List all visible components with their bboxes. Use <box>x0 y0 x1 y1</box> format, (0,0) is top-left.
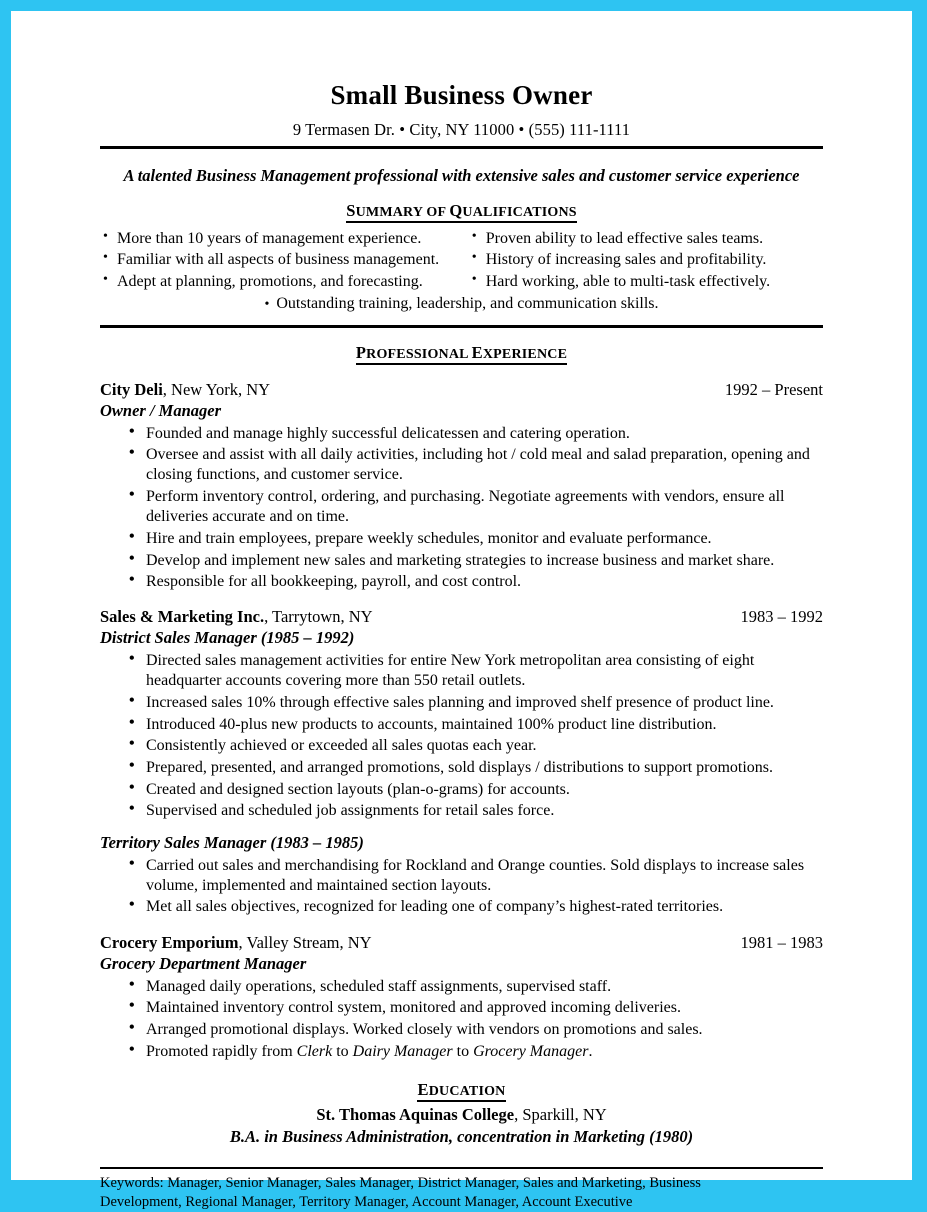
job-header <box>100 380 823 400</box>
education-title-text <box>417 1080 505 1102</box>
experience-title-initial2: E <box>471 342 483 362</box>
job-bullet: • Develop and implement new sales and marketing strategies to increase business and market share. <box>100 551 823 571</box>
job-entry <box>100 607 823 917</box>
job-entry <box>100 933 823 1062</box>
job-bullet: • Carried out sales and merchandising for Rockland and Orange counties. Sold displays to increase sales volume, implemented and maintained section layouts. <box>100 856 823 896</box>
job-entry <box>100 380 823 593</box>
education-title-rest: DUCATION <box>428 1083 506 1099</box>
summary-columns <box>100 229 823 293</box>
section-title-summary <box>100 201 823 223</box>
job-bullet: • Created and designed section layouts (plan-o-grams) for accounts. <box>100 780 823 800</box>
job-bullet: • Introduced 40-plus new products to accounts, maintained 100% product line distribution. <box>100 715 823 735</box>
education-section <box>100 1080 823 1147</box>
resume-content <box>100 11 823 1212</box>
promoted-mid-1: to <box>332 1042 353 1060</box>
job-bullet-list <box>100 651 823 821</box>
job-role: Owner / Manager <box>100 400 222 420</box>
job-bullet: • Supervised and scheduled job assignments for retail sales force. <box>100 801 823 821</box>
header-divider <box>100 146 823 149</box>
promoted-prefix: Promoted rapidly from <box>146 1042 297 1060</box>
job-bullet: • Met all sales objectives, recognized for leading one of company’s highest-rated territories. <box>100 897 823 917</box>
job-bullet: • Responsible for all bookkeeping, payroll, and cost control. <box>100 572 823 592</box>
job-bullet: • Consistently achieved or exceeded all sales quotas each year. <box>100 736 823 756</box>
promoted-role-2: Dairy Manager <box>352 1042 453 1060</box>
section-title-experience <box>100 343 823 365</box>
job-dates: 1992 – Present <box>724 379 823 399</box>
summary-item: • More than 10 years of management experience. <box>100 229 454 249</box>
summary-title-rest2: UALIFICATIONS <box>462 204 577 220</box>
summary-item: • Proven ability to lead effective sales teams. <box>469 229 823 249</box>
job-bullet: • Perform inventory control, ordering, and purchasing. Negotiate agreements with vendors, ensure all deliveries accurate and on time. <box>100 487 823 527</box>
summary-item: • Adept at planning, promotions, and forecasting. <box>100 272 454 292</box>
experience-title-initial1: P <box>355 342 367 362</box>
summary-divider <box>100 325 823 328</box>
job-company-line <box>100 607 373 627</box>
keywords-text: Keywords: Manager, Senior Manager, Sales Manager, District Manager, Sales and Marketing, Business Development, Regional Manager, Territory Manager, Account Manager, Account Executive <box>100 1174 701 1210</box>
job-bullet-promoted <box>100 1042 823 1062</box>
promoted-role-3: Grocery Manager <box>473 1042 589 1060</box>
job-company-location: , Valley Stream, NY <box>238 932 372 952</box>
job-bullet: • Prepared, presented, and arranged promotions, sold displays / distributions to support promotions. <box>100 758 823 778</box>
summary-title-text <box>346 201 577 223</box>
promoted-role-1: Clerk <box>296 1042 333 1060</box>
promoted-suffix: . <box>588 1042 593 1060</box>
job-subrole: Territory Sales Manager (1983 – 1985) <box>100 832 364 852</box>
summary-item-center: • Outstanding training, leadership, and communication skills. <box>100 294 823 314</box>
education-degree: B.A. in Business Administration, concentration in Marketing (1980) <box>229 1126 694 1146</box>
job-company-location: , New York, NY <box>162 379 271 399</box>
job-company-name: Sales & Marketing Inc. <box>100 607 265 627</box>
promoted-mid-2: to <box>452 1042 474 1060</box>
job-company-location: , Tarrytown, NY <box>264 607 373 627</box>
education-school-location: , Sparkill, NY <box>514 1104 607 1124</box>
keywords-section <box>100 1167 823 1212</box>
education-title-initial: E <box>417 1079 429 1099</box>
job-company-line <box>100 380 270 400</box>
summary-title-initials: S <box>346 200 356 220</box>
experience-title-text <box>356 343 567 365</box>
summary-column-right <box>469 229 823 293</box>
summary-title-rest1: UMMARY OF <box>355 204 450 220</box>
summary-item: • Familiar with all aspects of business management. <box>100 250 454 270</box>
experience-title-rest1: ROFESSIONAL <box>366 346 472 362</box>
job-company-line <box>100 933 372 953</box>
job-company-name: Crocery Emporium <box>100 932 239 952</box>
job-bullet: • Managed daily operations, scheduled staff assignments, supervised staff. <box>100 977 823 997</box>
job-bullet: • Founded and manage highly successful delicatessen and catering operation. <box>100 424 823 444</box>
professional-tagline: A talented Business Management professional with extensive sales and customer service experience <box>123 165 800 185</box>
education-school-name: St. Thomas Aquinas College <box>316 1104 515 1124</box>
job-header <box>100 933 823 953</box>
contact-line: 9 Termasen Dr. • City, NY 11000 • (555) 111-1111 <box>292 119 631 139</box>
job-bullet-list <box>100 977 823 1062</box>
job-role: District Sales Manager (1985 – 1992) <box>100 628 355 648</box>
job-bullet: • Increased sales 10% through effective sales planning and improved shelf presence of product line. <box>100 693 823 713</box>
job-bullet: • Maintained inventory control system, monitored and approved incoming deliveries. <box>100 998 823 1018</box>
education-school-line <box>100 1105 823 1125</box>
keywords-divider <box>100 1167 823 1169</box>
summary-item: • History of increasing sales and profitability. <box>469 250 823 270</box>
job-bullet: • Oversee and assist with all daily activities, including hot / cold meal and salad preparation, opening and closing functions, and customer service. <box>100 445 823 485</box>
job-bullet: • Hire and train employees, prepare weekly schedules, monitor and evaluate performance. <box>100 529 823 549</box>
job-dates: 1983 – 1992 <box>740 607 823 627</box>
job-subrole-bullet-list <box>100 856 823 918</box>
summary-item: • Hard working, able to multi-task effectively. <box>469 272 823 292</box>
job-bullet: • Arranged promotional displays. Worked closely with vendors on promotions and sales. <box>100 1020 823 1040</box>
experience-title-rest2: XPERIENCE <box>482 346 568 362</box>
job-bullet: • Directed sales management activities for entire New York metropolitan area consisting of eight headquarter accounts covering more than 550 retail outlets. <box>100 651 823 691</box>
resume-page <box>11 11 912 1210</box>
summary-title-initials2: Q <box>449 200 463 220</box>
job-company-name: City Deli <box>100 379 163 399</box>
candidate-name: Small Business Owner <box>330 80 593 110</box>
job-header <box>100 607 823 627</box>
section-title-education <box>100 1080 823 1102</box>
summary-column-left <box>100 229 454 293</box>
job-role: Grocery Department Manager <box>100 953 307 973</box>
job-bullet-list <box>100 424 823 593</box>
job-dates: 1981 – 1983 <box>740 932 823 952</box>
